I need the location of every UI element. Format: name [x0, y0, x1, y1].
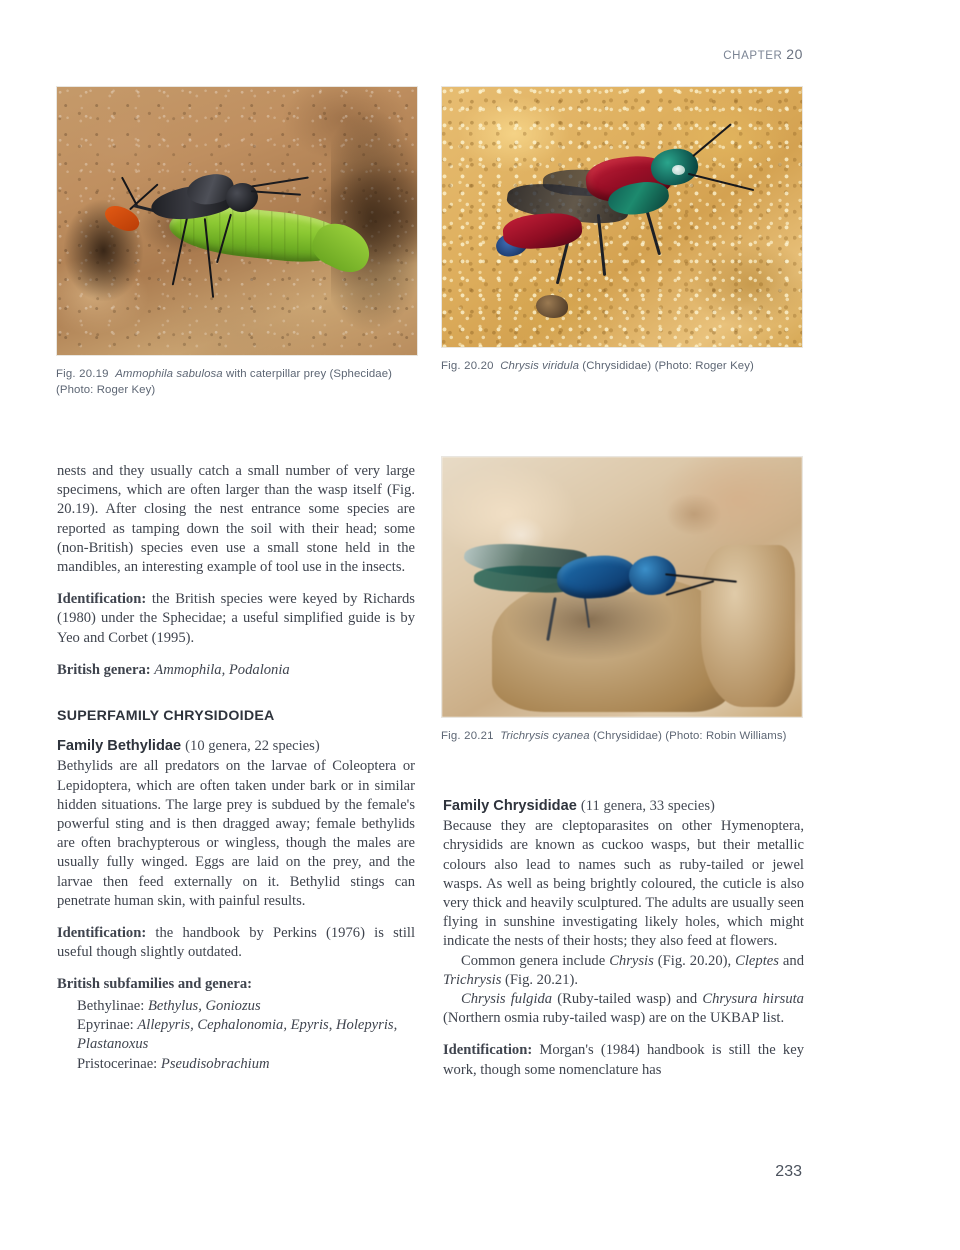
body-text-right-column	[443, 797, 804, 1093]
subfamily-name: Epyrinae:	[77, 1016, 134, 1033]
identification-label: Identification:	[443, 1042, 533, 1059]
ukbap-end: (Northern osmia ruby-tailed wasp) are on the UKBAP list.	[443, 1010, 785, 1027]
photo-trichrysis-cyanea	[441, 456, 803, 718]
figure-species: Ammophila sabulosa	[115, 368, 223, 380]
sandy-rock-right	[701, 545, 795, 706]
figure-20-21	[441, 456, 803, 744]
identification-paragraph-bethylidae	[57, 924, 415, 962]
page-number: 233	[775, 1163, 802, 1180]
figure-caption	[441, 728, 793, 744]
family-name: Family Bethylidae	[57, 738, 182, 755]
photo-background-soil	[57, 87, 417, 355]
identification-text: the handbook by Perkins (1976) is still useful though slightly outdated.	[57, 925, 415, 961]
ukbap-sep: (Ruby-tailed wasp) and	[552, 991, 703, 1008]
family-count: (10 genera, 22 species)	[185, 738, 320, 755]
subfamily-genera: Pseudisobrachium	[160, 1056, 270, 1073]
photo-background-blurred	[442, 457, 802, 717]
subfamily-name: Bethylinae:	[77, 997, 145, 1014]
identification-text: the British species were keyed by Richards (1980) under the Sphecidae; a useful simplified guide is by Yeo and Corbet (1995).	[57, 591, 415, 646]
family-body-bethylidae: Bethylids are all predators on the larvae of Coleoptera or Lepidoptera, which are often taken under bark or in similar hidden situations. The large prey is subdued by the female's powerful sting and is then dragged away; female bethylids are often brachypterous or wingless, though the males are usually fully winged. Eggs are laid on the prey, and the larvae then feed externally on it. Bethylid stings can penetrate human skin, with painful results.	[57, 758, 415, 909]
body-text-left-column	[57, 462, 415, 1074]
common-genera-paragraph	[443, 952, 804, 990]
running-head-number: 20	[786, 46, 803, 62]
species-chrysis-fulgida: Chrysis fulgida	[461, 991, 553, 1008]
identification-paragraph-sphecidae	[57, 590, 415, 648]
genus-sep-2: and	[778, 952, 804, 969]
subfamilies-heading: British subfamilies and genera:	[57, 976, 252, 993]
family-heading-chrysididae	[443, 797, 804, 816]
figure-caption	[441, 358, 797, 374]
photo-ammophila-sabulosa	[56, 86, 418, 356]
subfamily-row	[57, 1016, 415, 1054]
genus-trichrysis: Trichrysis	[443, 971, 502, 988]
figure-species: Trichrysis cyanea	[500, 730, 590, 742]
figure-caption-rest: (Chrysididae) (Photo: Roger Key)	[579, 360, 754, 372]
species-chrysura-hirsuta: Chrysura hirsuta	[702, 991, 804, 1008]
british-subfamilies-block	[57, 975, 415, 1074]
identification-label: Identification:	[57, 591, 147, 608]
genus-chrysis: Chrysis	[609, 952, 654, 969]
paragraph-continued: nests and they usually catch a small number of very large specimens, which are often larger than the wasp itself (Fig. 20.19). After closing the nest entrance some species are reported as tamping down the soil with their head; some (non-British) species even use a small stone held in the mandibles, an interesting example of tool use in the insects.	[57, 463, 415, 576]
running-head	[723, 46, 803, 62]
british-genera-paragraph	[57, 661, 415, 680]
figure-caption-rest: (Chrysididae) (Photo: Robin Williams)	[589, 730, 787, 742]
figure-number: Fig. 20.19	[56, 368, 109, 380]
figure-caption-rest: with caterpillar prey (Sphecidae) (Photo: Roger Key)	[56, 368, 393, 396]
subfamily-genera: Bethylus, Goniozus	[147, 997, 261, 1014]
running-head-label: CHAPTER	[723, 50, 783, 62]
common-genera-intro: Common genera include	[461, 952, 610, 969]
photo-chrysis-viridula	[441, 86, 803, 348]
identification-paragraph-chrysididae	[443, 1041, 804, 1079]
subfamily-name: Pristocerinae:	[77, 1056, 158, 1073]
family-count: (11 genera, 33 species)	[580, 798, 715, 814]
ukbap-paragraph	[443, 990, 804, 1028]
identification-text: Morgan's (1984) handbook is still the key work, though some nomenclature has	[443, 1042, 804, 1078]
figure-20-19	[56, 86, 418, 398]
superfamily-heading: SUPERFAMILY CHRYSIDOIDEA	[57, 708, 275, 725]
genus-sep-1: (Fig. 20.20),	[653, 952, 736, 969]
photo-background-sand	[442, 87, 802, 347]
figure-number: Fig. 20.21	[441, 730, 494, 742]
figure-20-20	[441, 86, 803, 374]
figure-species: Chrysis viridula	[500, 360, 580, 372]
genus-cleptes: Cleptes	[735, 952, 779, 969]
subfamily-genera: Allepyris, Cephalonomia, Epyris, Holepyris, Plastanoxus	[77, 1016, 398, 1053]
soil-shadow-right	[331, 108, 418, 333]
figure-number: Fig. 20.20	[441, 360, 494, 372]
british-genera-list: Ammophila, Podalonia	[154, 661, 290, 678]
family-body-chrysididae: Because they are cleptoparasites on other Hymenoptera, chrysidids are known as cuckoo wasps, but their metallic colours also lead to names such as ruby-tailed or jewel wasps. As well as being brightly coloured, the cuticle is also very thick and heavily sculptured. The adults are usually seen flying in sunshine investigating likely holes, which might indicate the nests of their hosts; they also feed at flowers.	[443, 818, 804, 950]
identification-label: Identification:	[57, 925, 147, 942]
family-name: Family Chrysididae	[443, 798, 577, 814]
subfamily-row	[57, 997, 415, 1016]
family-heading-bethylidae	[57, 737, 415, 756]
genus-end: (Fig. 20.21).	[501, 971, 579, 988]
subfamily-row	[57, 1055, 415, 1074]
figure-caption	[56, 366, 414, 398]
british-genera-label: British genera:	[57, 661, 151, 678]
